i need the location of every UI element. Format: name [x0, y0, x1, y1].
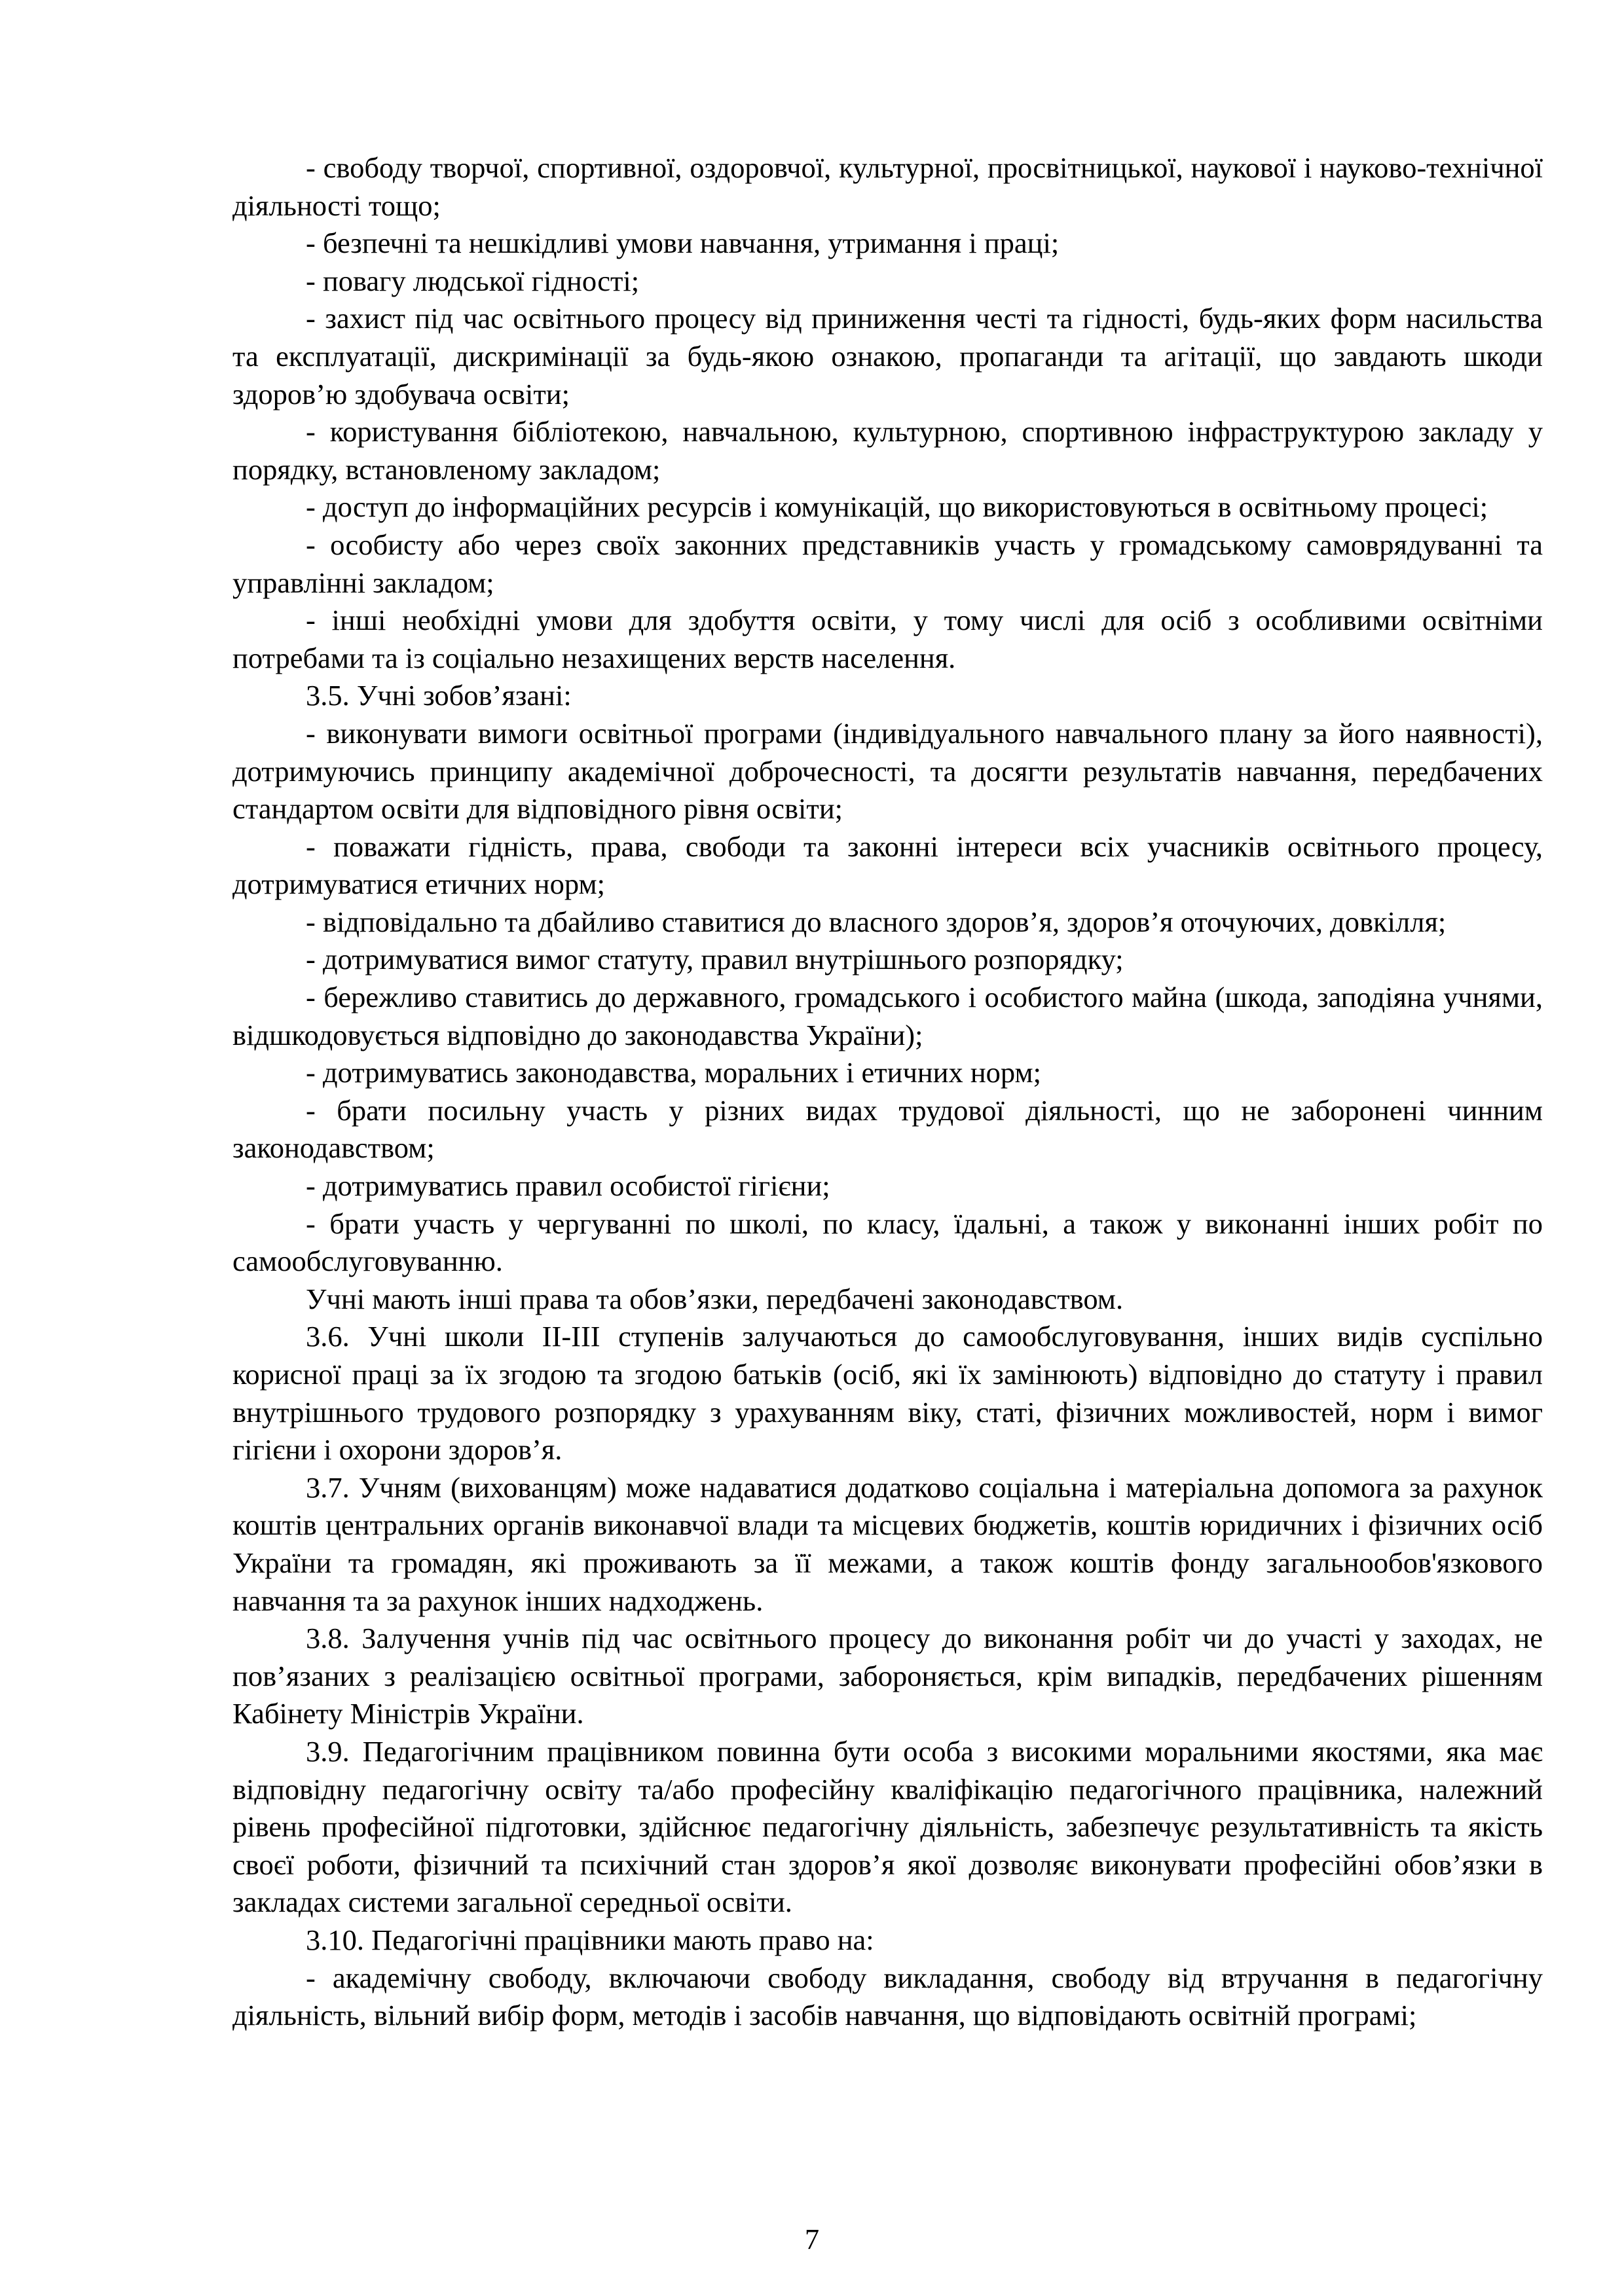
list-item-respect-dignity: - поважати гідність, права, свободи та законні інтереси всіх учасників освітнього процесу, дотримуватися етичних норм; [232, 829, 1543, 901]
section-heading-3-10: 3.10. Педагогічні працівники мають право на: [306, 1923, 874, 1956]
list-item-self-government: - особисту або через своїх законних представників участь у громадському самоврядуванні та управлінні закладом; [232, 528, 1543, 599]
list-item-legislation: - дотримуватись законодавства, моральних і етичних норм; [306, 1056, 1042, 1089]
section-heading-3-5: 3.5. Учні зобов’язані: [306, 679, 572, 712]
list-item-academic-freedom: - академічну свободу, включаючи свободу викладання, свободу від втручання в педагогічну діяльність, вільний вибір форм, методів і засобів навчання, що відповідають освітній програмі; [232, 1961, 1543, 2032]
list-item-property-care: - бережливо ставитись до державного, громадського і особистого майна (шкода, заподіяна учнями, відшкодовується відповідно до законодавства України); [232, 981, 1543, 1051]
list-item-safe-conditions: - безпечні та нешкідливі умови навчання, утримання і праці; [306, 227, 1060, 260]
list-item-health-care: - відповідально та дбайливо ставитися до власного здоров’я, здоров’я оточуючих, довкілля; [306, 905, 1447, 938]
list-item-program-requirements: - виконувати вимоги освітньої програми (індивідуального навчального плану за його наявності), дотримуючись принципу академічної доброчесності, та досягти результатів навчання, передбачених стандартом освіти для відповідного рівня освіти; [232, 716, 1543, 826]
list-item-creative-freedom: - свободу творчої, спортивної, оздоровчої, культурної, просвітницької, наукової і науково-технічної діяльності тощо; [232, 151, 1543, 222]
document-body [232, 149, 1543, 2035]
section-3-7: 3.7. Учням (вихованцям) може надаватися додатково соціальна і матеріальна допомога за рахунок коштів центральних органів виконавчої влади та місцевих бюджетів, коштів юридичних і фізичних осіб України та громадян, які проживають за її межами, а також коштів фонду загальнообов'язкового навчання та за рахунок інших надходжень. [232, 1470, 1543, 1617]
section-3-9: 3.9. Педагогічним працівником повинна бути особа з високими моральними якостями, яка має відповідну педагогічну освіту та/або професійну кваліфікацію педагогічного працівника, належний рівень професійної підготовки, здійснює педагогічну діяльність, забезпечує результативність та якість своєї роботи, фізичний та психічний стан здоров’я якої дозволяє виконувати професійні обов’язки в закладах системи загальної середньої освіти. [232, 1734, 1543, 1919]
list-item-other-conditions: - інші необхідні умови для здобуття освіти, у тому числі для осіб з особливими освітніми потребами та із соціально незахищених верств населення. [232, 604, 1543, 674]
list-item-information-access: - доступ до інформаційних ресурсів і комунікацій, що використовуються в освітньому процесі; [306, 490, 1488, 524]
list-item-protection: - захист під час освітнього процесу від приниження честі та гідності, будь-яких форм насильства та експлуатації, дискримінації за будь-якою ознакою, пропаганди та агітації, що завдають шкоди здоров’ю здобувача освіти; [232, 302, 1543, 410]
list-item-duty: - брати участь у чергуванні по школі, по класу, їдальні, а також у виконанні інших робіт по самообслуговуванню. [232, 1207, 1543, 1278]
list-item-hygiene: - дотримуватись правил особистої гігієни; [306, 1169, 830, 1203]
list-item-labor-activity: - брати посильну участь у різних видах трудової діяльності, що не заборонені чинним законодавством; [232, 1093, 1543, 1165]
page-number: 7 [804, 2223, 820, 2255]
list-item-statute-rules: - дотримуватися вимог статуту, правил внутрішнього розпорядку; [306, 943, 1124, 976]
list-item-library-use: - користування бібліотекою, навчальною, культурною, спортивною інфраструктурою закладу у порядку, встановленому закладом; [232, 415, 1543, 486]
list-item-human-dignity: - повагу людської гідності; [306, 264, 640, 297]
section-3-8: 3.8. Залучення учнів під час освітнього процесу до виконання робіт чи до участі у заходах, не пов’язаних з реалізацією освітньої програми, забороняється, крім випадків, передбачених рішенням Кабінету Міністрів України. [232, 1622, 1543, 1730]
section-3-6: 3.6. Учні школи ІІ-ІІІ ступенів залучаються до самообслуговування, інших видів суспільно корисної праці за їх згодою та згодою батьків (осіб, які їх замінюють) відповідно до статуту і правил внутрішнього трудового розпорядку з урахуванням віку, статі, фізичних можливостей, норм і вимог гігієни і охорони здоров’я. [232, 1320, 1543, 1467]
paragraph-other-rights: Учні мають інші права та обов’язки, передбачені законодавством. [306, 1282, 1124, 1315]
